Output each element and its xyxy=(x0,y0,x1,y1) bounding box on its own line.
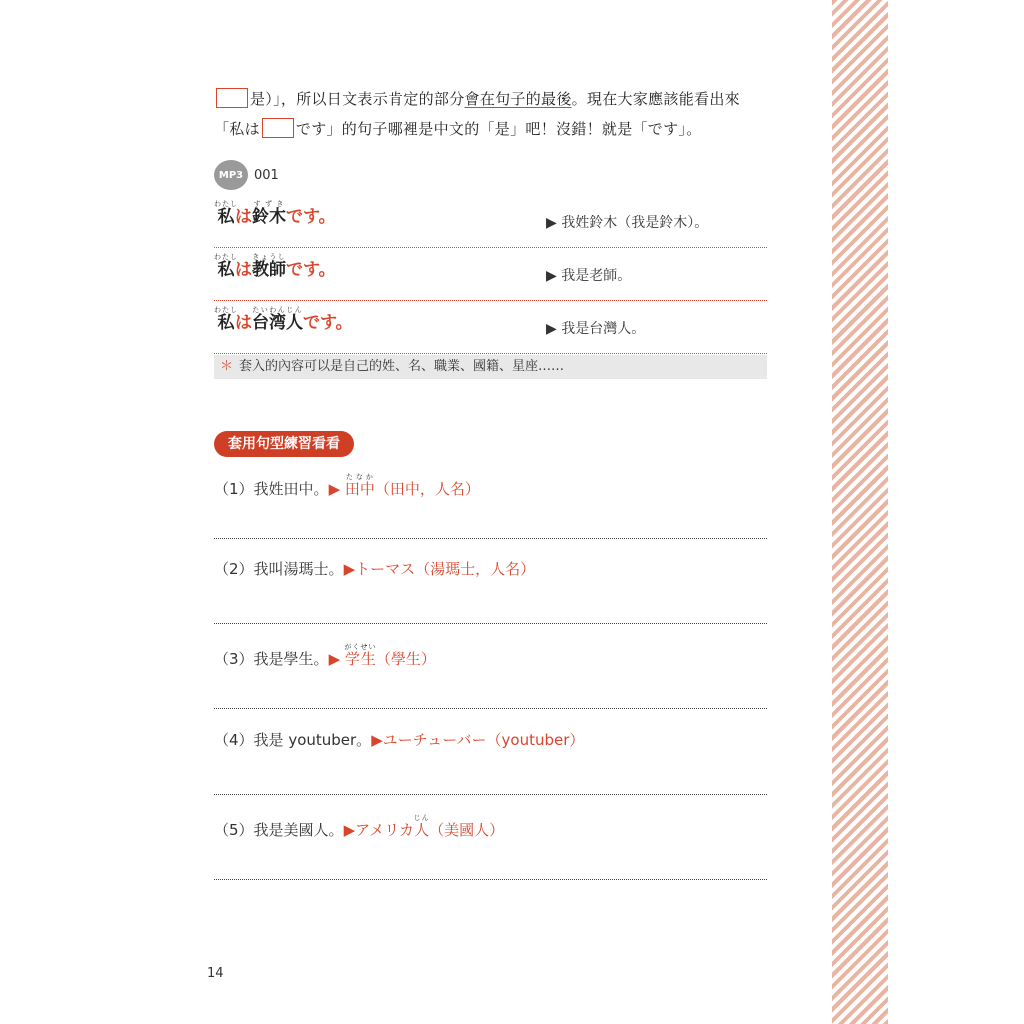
answer-line[interactable] xyxy=(214,879,767,880)
hint-meaning: （田中，人名） xyxy=(374,480,480,498)
kanji: 私 xyxy=(214,207,238,227)
furigana-word xyxy=(214,253,238,280)
reading: たなか xyxy=(344,473,375,481)
copula: です。 xyxy=(286,207,336,227)
hint-meaning: （美國人） xyxy=(429,821,505,839)
exercise-hint: ▶ 学生がくせい（學生） xyxy=(328,643,436,668)
intro-text: です」的句子哪裡是中文的「是」吧！沒錯！就是「です」。 xyxy=(295,120,702,138)
copula: です。 xyxy=(303,313,353,333)
intro-underlined-text: 會在句子的最後 xyxy=(464,90,572,108)
exercise-item xyxy=(214,729,767,751)
exercise-number: （1） xyxy=(214,480,254,498)
reading: わたし xyxy=(214,253,238,261)
reading: じん xyxy=(413,814,430,822)
audio-track[interactable] xyxy=(214,160,279,190)
hint-word: アメリカ xyxy=(355,821,415,839)
furigana-word xyxy=(344,473,375,498)
exercise-prompt xyxy=(214,643,767,668)
hint-word: ユーチューバー xyxy=(382,731,487,749)
answer-line[interactable] xyxy=(214,794,767,795)
japanese-sentence xyxy=(214,253,336,280)
example-sentence xyxy=(214,249,767,301)
kanji: 台湾人 xyxy=(252,313,303,333)
particle: は xyxy=(235,207,252,227)
exercise-question: 我姓田中。 xyxy=(253,480,329,498)
furigana-word xyxy=(252,200,286,227)
furigana-word xyxy=(252,253,286,280)
answer-line[interactable] xyxy=(214,623,767,624)
particle: は xyxy=(235,260,252,280)
usage-note xyxy=(214,355,767,379)
mp3-icon xyxy=(214,160,248,190)
asterisk-icon: ＊ xyxy=(220,359,234,374)
japanese-sentence xyxy=(214,200,336,227)
exercise-prompt xyxy=(214,473,767,498)
particle: は xyxy=(235,313,252,333)
intro-line-2 xyxy=(214,114,774,144)
exercise-question: 我是 youtuber。 xyxy=(253,731,372,749)
exercise-question: 我是學生。 xyxy=(253,650,329,668)
answer-line[interactable] xyxy=(214,538,767,539)
japanese-sentence xyxy=(214,306,353,333)
reading: がくせい xyxy=(344,643,377,651)
exercise-number: （3） xyxy=(214,650,254,668)
page-number: 14 xyxy=(207,966,224,981)
kanji: 教師 xyxy=(252,260,286,280)
example-sentence xyxy=(214,302,767,354)
exercise-hint: ▶ 田中たなか（田中，人名） xyxy=(328,473,480,498)
reading: たいわんじん xyxy=(252,306,303,314)
audio-track-number: 001 xyxy=(254,167,279,183)
exercise-question: 我叫湯瑪士。 xyxy=(253,560,344,578)
reading: わたし xyxy=(214,200,238,208)
hint-meaning: （youtuber） xyxy=(486,731,585,749)
furigana-word xyxy=(214,200,238,227)
exercise-hint: ▶トーマス（湯瑪士，人名） xyxy=(343,560,536,578)
hint-word: 人 xyxy=(413,821,430,839)
exercise-prompt xyxy=(214,814,767,839)
exercise-item xyxy=(214,643,767,668)
kanji: 私 xyxy=(214,313,238,333)
intro-paragraph xyxy=(214,84,774,144)
kanji: 私 xyxy=(214,260,238,280)
furigana-word xyxy=(214,306,238,333)
copula: です。 xyxy=(286,260,336,280)
decorative-side-stripe xyxy=(832,0,888,1024)
exercise-hint: ▶ユーチューバー（youtuber） xyxy=(371,731,585,749)
intro-line-1 xyxy=(214,84,774,114)
reading: すずき xyxy=(252,200,286,208)
translation: ▶ 我是台灣人。 xyxy=(546,321,646,337)
exercise-number: （2） xyxy=(214,560,254,578)
answer-line[interactable] xyxy=(214,708,767,709)
hint-meaning: （湯瑪士，人名） xyxy=(415,560,536,578)
kanji: 鈴木 xyxy=(252,207,286,227)
exercise-number: （5） xyxy=(214,821,254,839)
intro-text: 「私は xyxy=(214,120,260,138)
note-text: 套入的內容可以是自己的姓、名、職業、國籍、星座…… xyxy=(239,359,565,374)
translation: ▶ 我是老師。 xyxy=(546,268,632,284)
furigana-word xyxy=(344,643,377,668)
intro-text: 。現在大家應該能看出來 xyxy=(571,90,740,108)
exercise-prompt xyxy=(214,729,767,751)
mp3-label: MP3 xyxy=(218,169,244,181)
reading: きょうし xyxy=(252,253,286,261)
blank-box xyxy=(262,118,294,138)
exercise-number: （4） xyxy=(214,731,254,749)
hint-meaning: （學生） xyxy=(375,650,436,668)
exercise-item xyxy=(214,473,767,498)
reading: わたし xyxy=(214,306,238,314)
intro-text: 是）」，所以日文表示肯定的部分 xyxy=(250,90,465,108)
hint-word: 学生 xyxy=(344,650,377,668)
furigana-word xyxy=(413,814,430,839)
exercise-item xyxy=(214,814,767,839)
example-sentence xyxy=(214,196,767,248)
practice-section-title: 套用句型練習看看 xyxy=(214,431,354,457)
translation: ▶ 我姓鈴木（我是鈴木）。 xyxy=(546,215,709,231)
hint-word: 田中 xyxy=(344,480,375,498)
blank-box xyxy=(216,88,248,108)
exercise-hint: ▶アメリカ人じん（美國人） xyxy=(343,814,505,839)
exercise-question: 我是美國人。 xyxy=(253,821,344,839)
exercise-item xyxy=(214,558,767,580)
furigana-word xyxy=(252,306,303,333)
exercise-prompt xyxy=(214,558,767,580)
hint-word: トーマス xyxy=(355,560,416,578)
